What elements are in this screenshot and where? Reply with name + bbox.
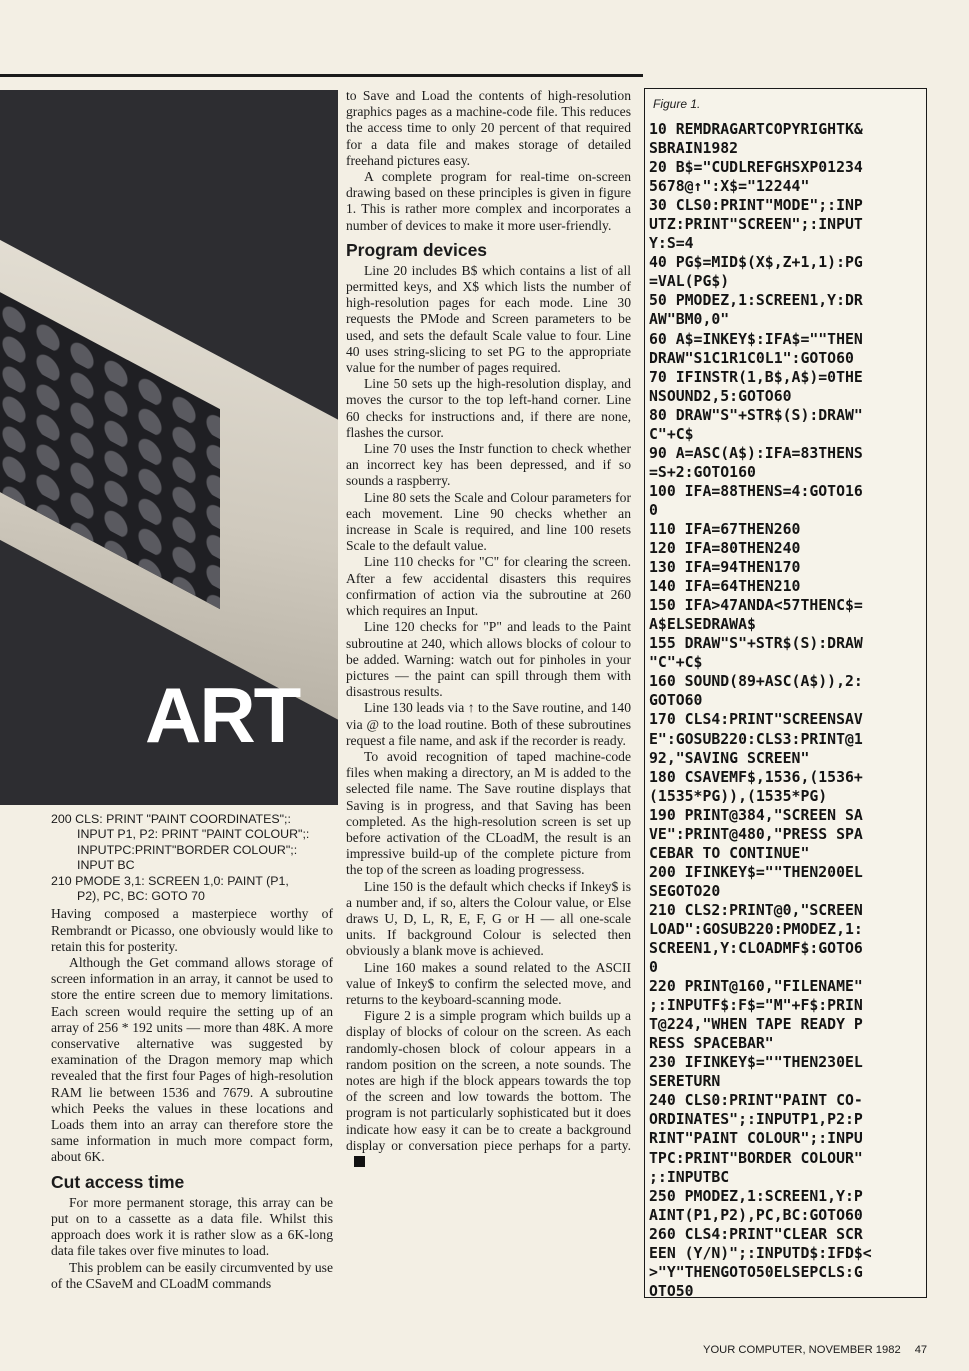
listing-line: 5678@↑":X$="12244"	[649, 178, 810, 196]
listing-line: SEGOTO20	[649, 882, 721, 900]
listing-line: 0	[649, 959, 658, 977]
paragraph: Line 20 includes B$ which contains a list of all permitted keys, and X$ which lists the number of high-resolution pages for each mode. Line 30 requests the PMode and Screen parameters to be used, and sets the default Scale value to four. Line 40 uses string-slicing to set PG to the appropriate value for the number of pages required.	[346, 262, 631, 376]
listing-line: A$ELSEDRAWA$	[649, 616, 756, 634]
listing-line: 40 PG$=MID$(X$,Z+1,1):PG	[649, 254, 863, 272]
end-of-article-mark	[354, 1156, 365, 1167]
paragraph: Line 70 uses the Instr function to check whether an incorrect key has been depressed, and if so sounds a raspberry.	[346, 441, 631, 489]
listing-line: CEBAR TO CONTINUE"	[649, 844, 810, 862]
listing-line: =S+2:GOTO160	[649, 463, 756, 481]
top-rule	[0, 74, 643, 77]
listing-line: 20 B$="CUDLREFGHSXP01234	[649, 159, 863, 177]
left-column	[51, 812, 333, 1292]
code-line: P2), PC, BC: GOTO 70	[77, 889, 205, 904]
listing-line: VE":PRINT@480,"PRESS SPA	[649, 825, 863, 843]
listing-line: 240 CLS0:PRINT"PAINT CO-	[649, 1092, 863, 1110]
paragraph: Although the Get command allows storage of screen information in an array, it cannot be used to store the entire screen due to memory limitations. Each screen would require the setting up of an array of 256 * 192 units — more than 48K. A more conservative alternative was suggested by examination of the Dragon memory map which revealed that the first four Pages of high-resolution RAM lie between 1536 and 7679. A subroutine which Peeks the values in these locations and Loads them into an array can therefore store the same information in much more compact form, about 6K.	[51, 955, 333, 1165]
listing-line: (1535*PG)),(1535*PG)	[649, 787, 828, 805]
left-paragraphs	[51, 906, 333, 1165]
listing-line: 30 CLS0:PRINT"MODE";:INP	[649, 197, 863, 215]
listing-line: 190 PRINT@384,"SCREEN SA	[649, 806, 863, 824]
listing-line: 180 CSAVEMF$,1536,(1536+	[649, 768, 863, 786]
listing-line: SERETURN	[649, 1073, 721, 1091]
code-line: 200 CLS: PRINT "PAINT COORDINATES";:	[51, 812, 291, 826]
listing-line: 160 SOUND(89+ASC(A$)),2:	[649, 673, 863, 691]
figure-caption: Figure 1.	[653, 97, 701, 111]
paragraph: Line 50 sets up the high-resolution display, and moves the cursor to the top left-hand corner. Line 60 checks for instructions and, if there are none, flashes the cursor.	[346, 376, 631, 440]
listing-line: SCREEN1,Y:CLOADMF$:GOTO6	[649, 940, 863, 958]
heading-cut-access-time: Cut access time	[51, 1171, 185, 1192]
listing-line: 80 DRAW"S"+STR$(S):DRAW"	[649, 406, 863, 424]
left-paragraphs-2	[51, 1195, 333, 1292]
listing-line: 140 IFA=64THEN210	[649, 578, 801, 596]
paragraph: Line 80 sets the Scale and Colour parameters for each movement. Line 90 checks whether an increase in Scale is required, and line 100 resets Scale to the default value.	[346, 489, 631, 554]
listing-line: =VAL(PG$)	[649, 273, 730, 291]
listing-line: 120 IFA=80THEN240	[649, 540, 801, 558]
listing-line: OTO50	[649, 1282, 694, 1300]
listing-line: 260 CLS4:PRINT"CLEAR SCR	[649, 1225, 863, 1243]
listing-line: EEN (Y/N)";:INPUTD$:IFD$<	[649, 1244, 872, 1262]
listing-line: RINT"PAINT COLOUR";:INPU	[649, 1130, 863, 1148]
code-line: INPUT P1, P2: PRINT "PAINT COLOUR";:	[77, 827, 310, 842]
listing-line: SBRAIN1982	[649, 140, 739, 158]
middle-column	[346, 88, 631, 1170]
heading-program-devices: Program devices	[346, 239, 488, 260]
paragraph: to Save and Load the contents of high-resolution graphics pages as a machine-code file. This reduces the access time to only 20 percent of that required for a data file and makes storage of detailed freehand pictures easy.	[346, 88, 631, 168]
listing-line: UTZ:PRINT"SCREEN";:INPUT	[649, 216, 863, 234]
listing-line: 70 IFINSTR(1,B$,A$)=0THE	[649, 368, 863, 386]
paragraph: To avoid recognition of taped machine-code files when making a directory, an M is added to the selected file name. The Save routine displays that Saving is in progress, and that Saving has been completed. As the high-resolution screen is set up before activation of the CLoadM, the result is an impressive build-up of the complete picture from the top of the screen as loading progressess.	[346, 748, 631, 878]
listing-line: TPC:PRINT"BORDER COLOUR"	[649, 1149, 863, 1167]
paragraph: Having composed a masterpiece worthy of Rembrandt or Picasso, one obviously would like to retain this for posterity.	[51, 906, 333, 954]
listing-line: E":GOSUB220:CLS3:PRINT@1	[649, 730, 863, 748]
basic-program-listing	[649, 120, 926, 1301]
listing-line: AW"BM0,0"	[649, 311, 730, 329]
listing-line: LOAD":GOSUB220:PMODEZ,1:	[649, 920, 863, 938]
code-line: INPUTPC:PRINT"BORDER COLOUR";:	[77, 842, 298, 857]
listing-line: GOTO60	[649, 692, 703, 710]
listing-line: T@224,"WHEN TAPE READY P	[649, 1016, 863, 1034]
figure-1-box	[644, 88, 927, 1298]
listing-line: 150 IFA>47ANDA<57THENC$=	[649, 597, 863, 615]
listing-line: >"Y"THENGOTO50ELSEPCLS:G	[649, 1263, 863, 1281]
code-line: INPUT BC	[77, 858, 135, 873]
page-footer	[703, 1344, 927, 1356]
listing-line: 210 CLS2:PRINT@0,"SCREEN	[649, 901, 863, 919]
middle-paragraphs-1	[346, 88, 631, 234]
listing-line: ;:INPUTBC	[649, 1168, 730, 1186]
middle-paragraphs-2	[346, 263, 631, 1170]
left-code-listing	[51, 812, 333, 904]
listing-line: 90 A=ASC(A$):IFA=83THENS	[649, 444, 863, 462]
listing-line: NSOUND2,5:GOTO60	[649, 387, 792, 405]
computer-photo	[0, 90, 338, 805]
listing-line: 220 PRINT@160,"FILENAME"	[649, 978, 863, 996]
paragraph: For more permanent storage, this array can be put on to a cassette as a data file. Whilst this approach does work it is rather slow as a 6K-long data file takes over five minutes to load.	[51, 1194, 333, 1259]
code-line: 210 PMODE 3,1: SCREEN 1,0: PAINT (P1,	[51, 873, 289, 888]
listing-line: 110 IFA=67THEN260	[649, 520, 801, 538]
listing-line: AINT(P1,P2),PC,BC:GOTO60	[649, 1206, 863, 1224]
listing-line: "C"+C$	[649, 654, 703, 672]
footer-magazine: YOUR COMPUTER, NOVEMBER 1982	[703, 1344, 901, 1356]
listing-line: 130 IFA=94THEN170	[649, 559, 801, 577]
listing-line: 200 IFINKEY$=""THEN200EL	[649, 863, 863, 881]
paragraph: Line 120 checks for "P" and leads to the Paint subroutine at 240, which allows blocks of colour to be added. Warning: watch out for pinholes in your pictures — the paint can spill through them with disastrous results.	[346, 619, 631, 700]
listing-line: C"+C$	[649, 425, 694, 443]
listing-line: 10 REMDRAGARTCOPYRIGHTK&	[649, 121, 863, 138]
listing-line: 92,"SAVING SCREEN"	[649, 749, 810, 767]
paragraph: Figure 2 is a simple program which builds up a display of blocks of colour on the screen. As each randomly-chosen block of colour appears in a random position on the screen, a note sounds. The notes are high if the block appears towards the top of the screen and low towards the bottom. The program is not particularly sophisticated but it does indicate how easy it can be to create a background display or conversation piece perhaps for a party.	[346, 1008, 631, 1170]
paragraph: A complete program for real-time on-screen drawing based on these principles is given in figure 1. This is rather more complex and incorporates a number of devices to make it more user-friendly.	[346, 169, 631, 233]
paragraph: Line 130 leads via ↑ to the Save routine, and 140 via @ to the load routine. Both of these subroutines request a file name, and ask if the recorder is ready.	[346, 700, 631, 748]
listing-line: DRAW"S1C1R1C0L1":GOTO60	[649, 349, 854, 367]
paragraph: Line 150 is the default which checks if Inkey$ is a number and, if so, alters the Colour value, or Else draws U, D, L, R, E, F, G or H — all one-scale units. If background Colour is selected then obviously a blank move is achieved.	[346, 878, 631, 959]
listing-line: 170 CLS4:PRINT"SCREENSAV	[649, 711, 863, 729]
listing-line: 0	[649, 501, 658, 519]
listing-line: 250 PMODEZ,1:SCREEN1,Y:P	[649, 1187, 863, 1205]
headline-art: ART	[145, 671, 300, 759]
listing-line: ORDINATES";:INPUTP1,P2:P	[649, 1111, 863, 1129]
listing-line: 155 DRAW"S"+STR$(S):DRAW	[649, 635, 863, 653]
listing-line: Y:S=4	[649, 235, 694, 253]
listing-line: 230 IFINKEY$=""THEN230EL	[649, 1054, 863, 1072]
listing-line: 50 PMODEZ,1:SCREEN1,Y:DR	[649, 292, 863, 310]
paragraph: This problem can be easily circumvented by use of the CSaveM and CLoadM commands	[51, 1259, 333, 1291]
page-number: 47	[914, 1344, 928, 1356]
listing-line: 100 IFA=88THENS=4:GOTO16	[649, 482, 863, 500]
paragraph: Line 160 makes a sound related to the ASCII value of Inkey$ to confirm the selected move, and returns to the keyboard-scanning mode.	[346, 959, 631, 1007]
listing-line: 60 A$=INKEY$:IFA$=""THEN	[649, 330, 863, 348]
listing-line: RESS SPACEBAR"	[649, 1035, 774, 1053]
paragraph: Line 110 checks for "C" for clearing the screen. After a few accidental disasters this requires confirmation of action via the subroutine at 260 which requires an Input.	[346, 554, 631, 619]
listing-line: ;:INPUTF$:F$="M"+F$:PRIN	[649, 997, 863, 1015]
